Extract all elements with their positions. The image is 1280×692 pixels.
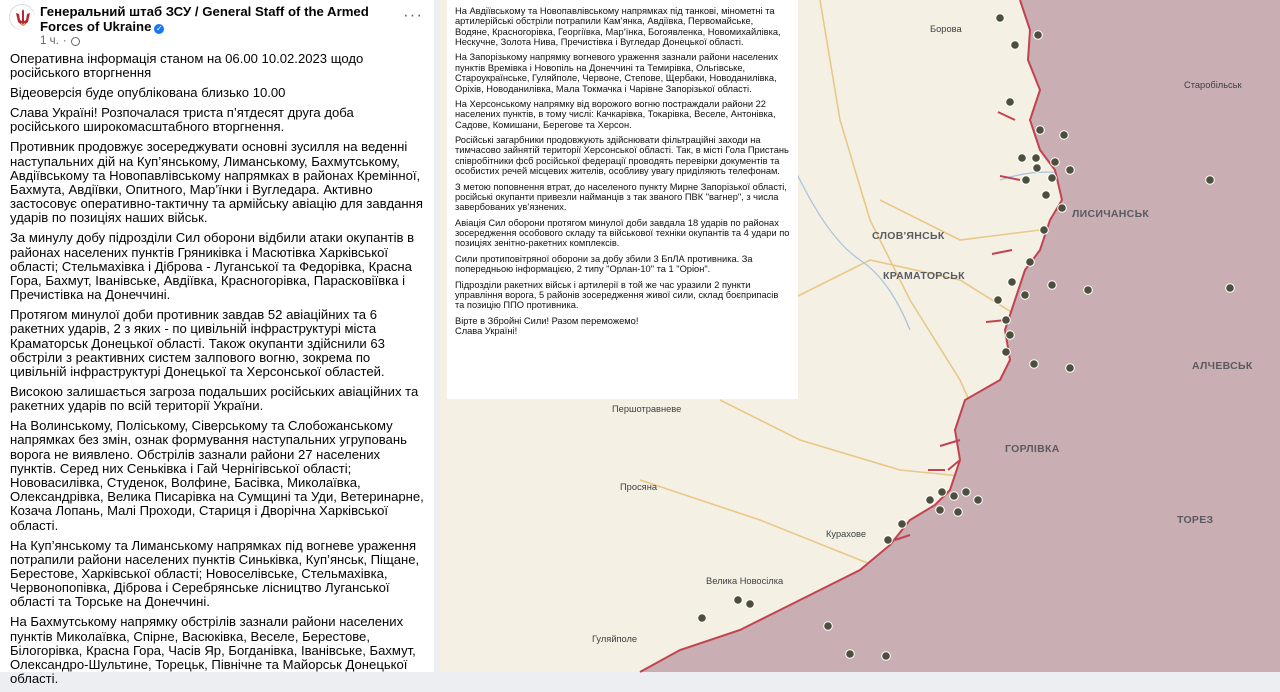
unit-marker	[1006, 331, 1015, 340]
unit-marker	[962, 488, 971, 497]
unit-marker	[1084, 286, 1093, 295]
post-paragraph: На Бахмутському напрямку обстрілів зазнали райони населених пунктів Миколаївка, Спірне, Васюківка, Веселе, Берестове, Білогорівка, Красна Гора, Часів Яр, Богданівка, Іванівське, Бахмут, Олександро-Шультине, Торецьк, Північне та Майорськ Донецької області.	[10, 614, 416, 687]
unit-marker	[1033, 164, 1042, 173]
map-city-label: ГОРЛІВКА	[1005, 443, 1060, 455]
unit-marker	[938, 488, 947, 497]
unit-marker	[1048, 281, 1057, 290]
map-city-label: КРАМАТОРСЬК	[883, 270, 965, 282]
unit-marker	[1066, 166, 1075, 175]
infographic-paragraph: З метою поповнення втрат, до населеного пункту Мирне Запорізької області, російські окупанти привезли найманців з так званого ПВК "вагнер", з числа завербованих ув’язнених.	[455, 181, 787, 213]
map-city-label: СЛОВ'ЯНСЬК	[872, 230, 945, 242]
unit-marker	[1021, 291, 1030, 300]
post-paragraph: Протягом минулої доби противник завдав 52 авіаційних та 6 ракетних ударів, 2 з яких - по цивільній інфраструктурі міста Краматорськ Донецької області. Також окупанти здійснили 63 обстріли з реактивних систем залпового вогню, зокрема по цивільній інфраструктурі Донецької та Херсонської областей.	[10, 307, 385, 380]
unit-marker	[974, 496, 983, 505]
post-paragraph: Відеоверсія буде опублікована близько 10.00	[10, 85, 286, 101]
globe-icon	[71, 37, 80, 46]
unit-marker	[994, 296, 1003, 305]
unit-marker	[1026, 258, 1035, 267]
infographic-paragraph: Вірте в Збройні Сили! Разом переможемо! Слава Україні!	[455, 315, 639, 337]
map-town-label: Курахове	[826, 529, 867, 539]
post-meta	[40, 35, 80, 47]
facebook-post	[0, 0, 434, 687]
unit-marker	[1066, 364, 1075, 373]
map-town-label: Старобільськ	[1184, 80, 1242, 90]
map-town-label: Просяна	[620, 482, 658, 492]
more-options-button[interactable]: ···	[403, 5, 423, 24]
post-paragraph: Слава Україні! Розпочалася триста п’ятдесят друга доба російського широкомасштабного вторгнення.	[10, 105, 354, 135]
unit-marker	[1008, 278, 1017, 287]
infographic-paragraph: Підрозділи ракетних військ і артилерії в той же час уразили 2 пункти управління ворога, 5 районів зосередження живої сили, склад боєприпасів та позицію ППО противника.	[455, 279, 779, 311]
unit-marker	[1060, 131, 1069, 140]
unit-marker	[1226, 284, 1235, 293]
unit-marker	[1048, 174, 1057, 183]
infographic-paragraph: На Запорізькому напрямку вогневого ураження зазнали райони населених пунктів Времівка і Новопіль на Донеччині та Темирівка, Ольгівське, Староукраїнське, Гуляйполе, Червоне, Степове, Щербаки, Новоданилівка, Оріхів, Новоданилівка, Мала Токмачка і Чарівне Запорізької області.	[455, 52, 779, 94]
post-image[interactable]	[440, 0, 1280, 672]
map-town-label: Велика Новосілка	[706, 576, 784, 586]
unit-marker	[1002, 348, 1011, 357]
unit-marker	[824, 622, 833, 631]
unit-marker	[926, 496, 935, 505]
page-avatar[interactable]	[9, 4, 35, 30]
page-name[interactable]	[40, 4, 400, 34]
unit-marker	[1022, 176, 1031, 185]
unit-marker	[698, 614, 707, 623]
unit-marker	[846, 650, 855, 659]
unit-marker	[1006, 98, 1015, 107]
unit-marker	[1032, 154, 1041, 163]
post-paragraph: На Волинському, Поліському, Сіверському та Слобожанському напрямках без змін, ознак формування наступальних угруповань ворога не виявлено. Обстрілів зазнали райони 27 населених пунктів. Серед них Сеньківка і Гай Чернігівської області; Нововасилівка, Студенок, Волфине, Басівка, Миколаївка, Олександрівка, Велика Писарівка на Сумщині та Уди, Ветеринарне, Козача Лопань, Малі Проходи, Стариця і Дворічна Харківської області.	[10, 418, 424, 533]
verified-badge-icon: ✓	[156, 24, 163, 33]
post-header	[0, 0, 434, 52]
unit-marker	[1042, 191, 1051, 200]
unit-marker	[950, 492, 959, 501]
unit-marker	[996, 14, 1005, 23]
unit-marker	[884, 536, 893, 545]
unit-marker	[1036, 126, 1045, 135]
unit-marker	[1002, 316, 1011, 325]
infographic-paragraph: На Херсонському напрямку від ворожого вогню постраждали райони 22 населених пунктів, в тому числі: Качкарівка, Токарівка, Веселе, Антонівка, Садове, Комишани, Берегове та Херсон.	[455, 98, 776, 130]
unit-marker	[882, 652, 891, 661]
unit-marker	[1030, 360, 1039, 369]
map-town-label: Борова	[930, 24, 962, 34]
post-paragraph: Противник продовжує зосереджувати основні зусилля на веденні наступальних дій на Куп’янському, Лиманському, Бахмутському, Авдіївському та Новопавлівському напрямках в районах Кремінної, Бахмута, Авдіївки, Опитного, Мар’їнки і Вугледара. Активно застосовує оперативно-тактичну та армійську авіацію для завдання ударів по позиціях наших військ.	[10, 139, 423, 226]
unit-marker	[1040, 226, 1049, 235]
infographic-paragraph: Сили протиповітряної оборони за добу збили 3 БпЛА противника. За попередньою інформацією, 2 типу "Орлан-10" та 1 "Оріон".	[455, 253, 753, 275]
post-paragraph: На Куп’янському та Лиманському напрямках під вогневе ураження потрапили райони населених пунктів Синьківка, Куп’янськ, Піщане, Берестове, Харківської області; Новоселівське, Стельмахівка, Червонопопівка, Діброва і Серебрянське лісництво Луганської області та Торське на Донеччині.	[10, 537, 420, 610]
infographic-paragraph: Російські загарбники продовжують здійснювати фільтраційні заходи на тимчасово зайнятій території Херсонської області. Так, в місті Гола Пристань співробітники фсб російської федерації проводять перевірки документів та особистих речей місцевих жителів, особливу увагу приділяють телефонам.	[455, 135, 789, 177]
unit-marker	[1011, 41, 1020, 50]
unit-marker	[1051, 158, 1060, 167]
post-body	[10, 52, 426, 692]
map-town-label: Першотравневе	[612, 404, 682, 414]
separator-dot: ·	[62, 35, 67, 47]
post-time[interactable]: 1 ч.	[40, 35, 59, 47]
infographic-paragraph: Авіація Сил оборони протягом минулої доби завдала 18 ударів по районах зосередження особового складу та військової техніки окупантів та 4 удари по позиціях зенітно-ракетних комплексів.	[455, 217, 790, 249]
unit-marker	[1206, 176, 1215, 185]
unit-marker	[734, 596, 743, 605]
trident-emblem-icon	[10, 5, 36, 31]
map-city-label: АЛЧЕВСЬК	[1192, 360, 1253, 372]
page-name-text[interactable]: Генеральний штаб ЗСУ / General Staff of the Armed Forces of Ukraine	[40, 4, 369, 34]
infographic-text-panel	[447, 0, 798, 399]
post-paragraph: Оперативна інформація станом на 06.00 10.02.2023 щодо російського вторгнення	[10, 51, 364, 81]
unit-marker	[1018, 154, 1027, 163]
post-paragraph: Високою залишається загроза подальших російських авіаційних та ракетних ударів по всій території України.	[10, 384, 419, 414]
unit-marker	[1058, 204, 1067, 213]
map-city-label: ЛИСИЧАНСЬК	[1072, 208, 1150, 220]
unit-marker	[746, 600, 755, 609]
unit-marker	[1034, 31, 1043, 40]
unit-marker	[898, 520, 907, 529]
map-town-label: Гуляйполе	[592, 634, 638, 644]
post-paragraph: За минулу добу підрозділи Сил оборони відбили атаки окупантів в районах населених пунктів Гряниківка і Масютівка Харківської області; Стельмахівка і Діброва - Луганської та Федорівка, Красна Гора, Бахмут, Іванівське, Авдіївка, Красногорівка, Парасковіївка і Пречистівка на Донеччині.	[10, 230, 415, 303]
unit-marker	[954, 508, 963, 517]
unit-marker	[936, 506, 945, 515]
infographic-paragraph: На Авдіївському та Новопавлівському напрямках під танкові, мінометні та артилерійські обстріли потрапили Кам’янка, Авдіївка, Первомайське, Водяне, Красногорівка, Георгіївка, Мар’їнка, Богоявленка, Новомихайлівка, Нескучне, Золота Нива, Пречистівка і Вугледар Донецької області.	[455, 6, 781, 48]
map-city-label: ТОРЕЗ	[1177, 514, 1214, 526]
